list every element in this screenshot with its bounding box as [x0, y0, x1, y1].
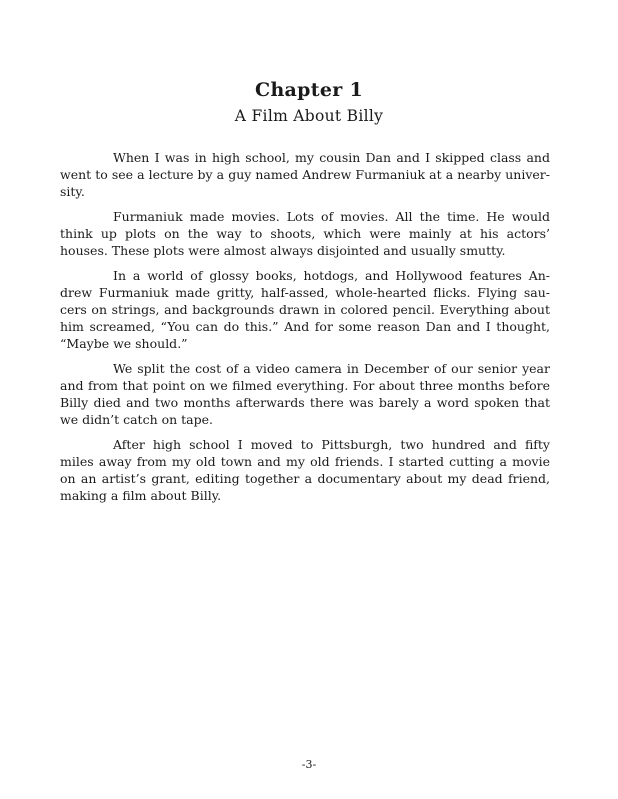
paragraph-3	[60, 267, 550, 352]
text-line: In a world of glossy books, hotdogs, and Hollywood features An-	[113, 268, 550, 283]
chapter-number-heading: Chapter 1	[255, 79, 363, 101]
text-line: drew Furmaniuk made gritty, half-assed, whole-hearted flicks. Flying sau-	[60, 285, 550, 300]
paragraph-1	[60, 149, 550, 200]
text-line: “Maybe we should.”	[60, 336, 188, 351]
text-line: him screamed, “You can do this.” And for some reason Dan and I thought,	[60, 319, 550, 334]
text-line: went to see a lecture by a guy named Andrew Furmaniuk at a nearby univer-	[60, 167, 550, 182]
text-line: houses. These plots were almost always disjointed and usually smutty.	[60, 243, 506, 258]
text-line: and from that point on we filmed everything. For about three months before	[60, 378, 550, 393]
text-line: making a film about Billy.	[60, 488, 222, 503]
text-line: When I was in high school, my cousin Dan and I skipped class and	[113, 150, 550, 165]
text-line: Furmaniuk made movies. Lots of movies. All the time. He would	[113, 209, 550, 224]
page-number: -3-	[301, 758, 317, 771]
chapter-body	[60, 149, 550, 512]
text-line: on an artist’s grant, editing together a documentary about my dead friend,	[60, 471, 550, 486]
text-line: We split the cost of a video camera in December of our senior year	[113, 361, 550, 376]
paragraph-2	[60, 208, 550, 259]
text-line: miles away from my old town and my old friends. I started cutting a movie	[60, 454, 550, 469]
text-line: sity.	[60, 184, 85, 199]
paragraph-5	[60, 436, 550, 504]
text-line: After high school I moved to Pittsburgh, two hundred and fifty	[113, 437, 550, 452]
paragraph-4	[60, 360, 550, 428]
text-line: cers on strings, and backgrounds drawn in colored pencil. Everything about	[60, 302, 550, 317]
text-line: Billy died and two months afterwards there was barely a word spoken that	[60, 395, 550, 410]
chapter-title: A Film About Billy	[234, 107, 384, 125]
text-line: think up plots on the way to shoots, which were mainly at his actors’	[60, 226, 550, 241]
text-line: we didn’t catch on tape.	[60, 412, 213, 427]
